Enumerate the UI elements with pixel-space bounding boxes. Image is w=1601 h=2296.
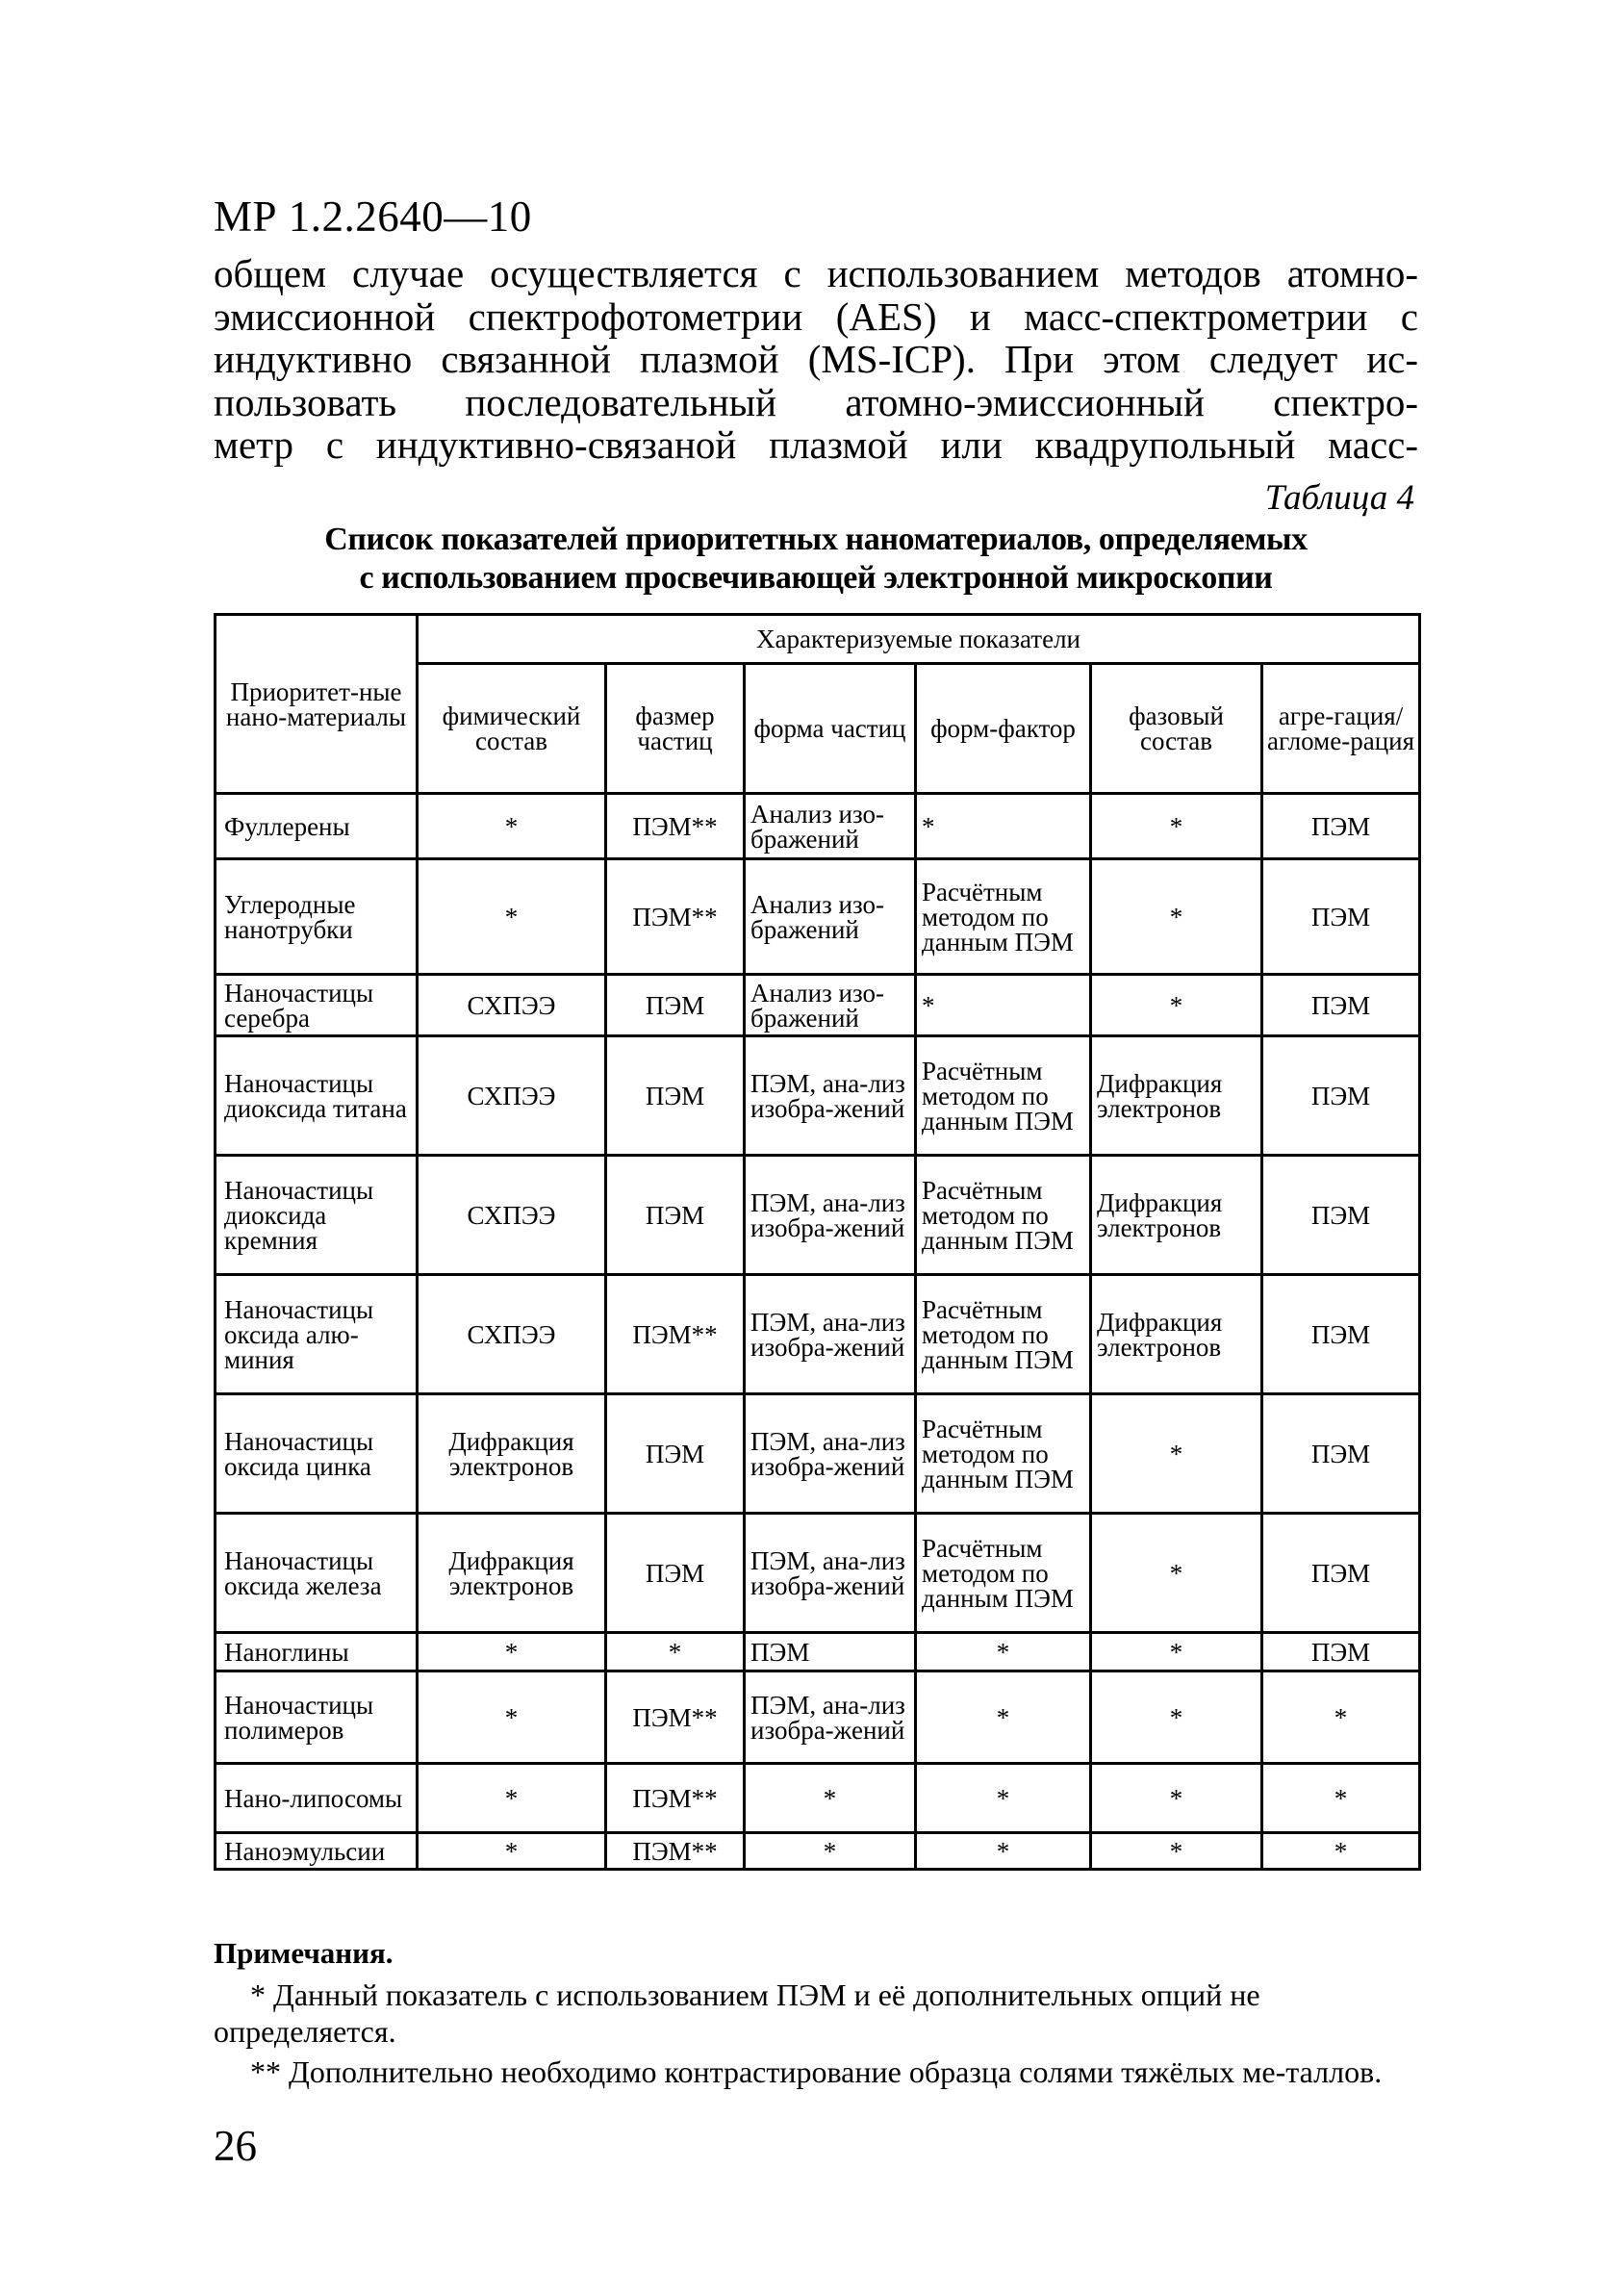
table-cell: Дифракция электронов (418, 1394, 606, 1514)
table-row (216, 859, 1420, 975)
table-cell: ПЭМ (606, 1156, 745, 1275)
body-line: общем случае осуществляется с использованием методов атомно- (214, 251, 1418, 295)
body-line: метр с индуктивно-связаной плазмой или квадрупольный масс- (214, 422, 1418, 467)
material-cell: Наночастицы серебра (216, 975, 418, 1036)
material-cell: Наночастицы оксида железа (216, 1514, 418, 1633)
table-cell: СХПЭЭ (418, 975, 606, 1036)
table-cell: ПЭМ (1262, 1036, 1420, 1156)
table-cell: ПЭМ (1262, 1275, 1420, 1394)
header-indicators-group: Характеризуемые показатели (418, 615, 1420, 664)
table-cell: Анализ изо-бражений (745, 859, 916, 975)
table-cell: Дифракция электронов (1091, 1275, 1262, 1394)
material-cell: Наночастицы оксида алю-миния (216, 1275, 418, 1394)
table-cell: Расчётным методом по данным ПЭМ (916, 1275, 1091, 1394)
table-cell: * (916, 1633, 1091, 1671)
table-cell: ПЭМ, ана-лиз изобра-жений (745, 1514, 916, 1633)
table-row (216, 1833, 1420, 1870)
table-cell: ПЭМ (1262, 1156, 1420, 1275)
column-header: фимический состав (418, 664, 606, 794)
table-cell: ПЭМ (745, 1633, 916, 1671)
table-cell: ПЭМ** (606, 1671, 745, 1764)
table-cell: ПЭМ (1262, 1394, 1420, 1514)
table-cell: Дифракция электронов (1091, 1036, 1262, 1156)
table-cell: * (916, 1671, 1091, 1764)
table-cell: Расчётным методом по данным ПЭМ (916, 1394, 1091, 1514)
table-cell: * (418, 1633, 606, 1671)
page-number: 26 (214, 2122, 257, 2170)
table-cell: Расчётным методом по данным ПЭМ (916, 859, 1091, 975)
header-materials: Приоритет-ные нано-материалы (216, 615, 418, 794)
table-cell: СХПЭЭ (418, 1275, 606, 1394)
table-cell: * (1091, 1394, 1262, 1514)
notes-title: Примечания. (214, 1936, 394, 1970)
table-cell: Анализ изо-бражений (745, 794, 916, 859)
table-cell: ПЭМ** (606, 1275, 745, 1394)
table-row (216, 1036, 1420, 1156)
column-header: фазмер частиц (606, 664, 745, 794)
table-cell: ПЭМ** (606, 1764, 745, 1833)
body-line: эмиссионной спектрофотометрии (AES) и масс-спектрометрии с (214, 293, 1418, 339)
table-cell: * (916, 1833, 1091, 1870)
table-cell: * (1091, 1633, 1262, 1671)
table-cell: ПЭМ, ана-лиз изобра-жений (745, 1036, 916, 1156)
material-cell: Наноэмульсии (216, 1833, 418, 1870)
table-cell: ПЭМ (1262, 975, 1420, 1036)
table-cell: ПЭМ (606, 1394, 745, 1514)
column-header: форма частиц (745, 664, 916, 794)
table-cell: ПЭМ (1262, 794, 1420, 859)
table-title-line: Список показателей приоритетных наноматериалов, определяемых (324, 522, 1308, 557)
table-cell: ПЭМ, ана-лиз изобра-жений (745, 1275, 916, 1394)
table-cell: * (606, 1633, 745, 1671)
table-cell: * (1091, 1833, 1262, 1870)
table-cell: Дифракция электронов (418, 1514, 606, 1633)
table-cell: СХПЭЭ (418, 1036, 606, 1156)
table-cell: * (418, 1764, 606, 1833)
material-cell: Нано-липосомы (216, 1764, 418, 1833)
table-cell: * (418, 794, 606, 859)
table-cell: * (1091, 975, 1262, 1036)
column-header: фазовый состав (1091, 664, 1262, 794)
table-cell: ПЭМ (1262, 1633, 1420, 1671)
table-row (216, 975, 1420, 1036)
indicators-table (214, 613, 1421, 1871)
column-header: форм-фактор (916, 664, 1091, 794)
table-cell: * (745, 1764, 916, 1833)
body-paragraph (214, 252, 1418, 467)
material-cell: Наночастицы диоксида титана (216, 1036, 418, 1156)
table-cell: Дифракция электронов (1091, 1156, 1262, 1275)
table-cell: ПЭМ (606, 975, 745, 1036)
note-item: * Данный показатель с использованием ПЭМ и её дополнительных опций не определяется. (214, 1977, 1260, 2049)
table-title (214, 521, 1418, 598)
body-line: индуктивно связанной плазмой (MS-ICP). При этом следует ис- (214, 337, 1418, 381)
table-row (216, 1514, 1420, 1633)
table-cell: ПЭМ (606, 1036, 745, 1156)
table-cell: ПЭМ (606, 1514, 745, 1633)
column-header: агре-гация/ агломе-рация (1262, 664, 1420, 794)
material-cell: Наноглины (216, 1633, 418, 1671)
table-cell: * (745, 1833, 916, 1870)
table-cell: ПЭМ, ана-лиз изобра-жений (745, 1671, 916, 1764)
material-cell: Наночастицы диоксида кремния (216, 1156, 418, 1275)
table-cell: * (1262, 1764, 1420, 1833)
table-cell: * (1091, 794, 1262, 859)
table-row (216, 1633, 1420, 1671)
table-cell: Расчётным методом по данным ПЭМ (916, 1156, 1091, 1275)
table-label: Таблица 4 (1264, 478, 1414, 518)
material-cell: Углеродные нанотрубки (216, 859, 418, 975)
table-cell: * (1091, 1764, 1262, 1833)
table-row (216, 1156, 1420, 1275)
table-cell: * (1091, 1514, 1262, 1633)
table-cell: ПЭМ, ана-лиз изобра-жений (745, 1156, 916, 1275)
table-cell: * (916, 794, 1091, 859)
table-cell: ПЭМ (1262, 1514, 1420, 1633)
table-cell: * (418, 1671, 606, 1764)
table-cell: ПЭМ (1262, 859, 1420, 975)
table-row (216, 1764, 1420, 1833)
table-title-line: с использованием просвечивающей электронной микроскопии (359, 560, 1273, 596)
body-line: пользовать последовательный атомно-эмиссионный спектро- (214, 379, 1418, 424)
table-cell: ПЭМ** (606, 1833, 745, 1870)
table-cell: * (1091, 1671, 1262, 1764)
material-cell: Наночастицы оксида цинка (216, 1394, 418, 1514)
table-cell: * (418, 1833, 606, 1870)
table-cell: ПЭМ, ана-лиз изобра-жений (745, 1394, 916, 1514)
table-cell: Анализ изо-бражений (745, 975, 916, 1036)
table-row (216, 1275, 1420, 1394)
material-cell: Фуллерены (216, 794, 418, 859)
table-cell: * (1091, 859, 1262, 975)
table-cell: * (418, 859, 606, 975)
note-item: ** Дополнительно необходимо контрастирование образца солями тяжёлых ме-таллов. (250, 2054, 1383, 2089)
table-cell: ПЭМ** (606, 859, 745, 975)
table-cell: * (916, 975, 1091, 1036)
table-cell: СХПЭЭ (418, 1156, 606, 1275)
table-row (216, 794, 1420, 859)
table-cell: * (1262, 1833, 1420, 1870)
material-cell: Наночастицы полимеров (216, 1671, 418, 1764)
table-cell: * (916, 1764, 1091, 1833)
table-row (216, 1671, 1420, 1764)
table-cell: Расчётным методом по данным ПЭМ (916, 1514, 1091, 1633)
table-cell: Расчётным методом по данным ПЭМ (916, 1036, 1091, 1156)
document-code: МР 1.2.2640—10 (214, 192, 532, 241)
table-cell: ПЭМ** (606, 794, 745, 859)
table-row (216, 1394, 1420, 1514)
table-cell: * (1262, 1671, 1420, 1764)
